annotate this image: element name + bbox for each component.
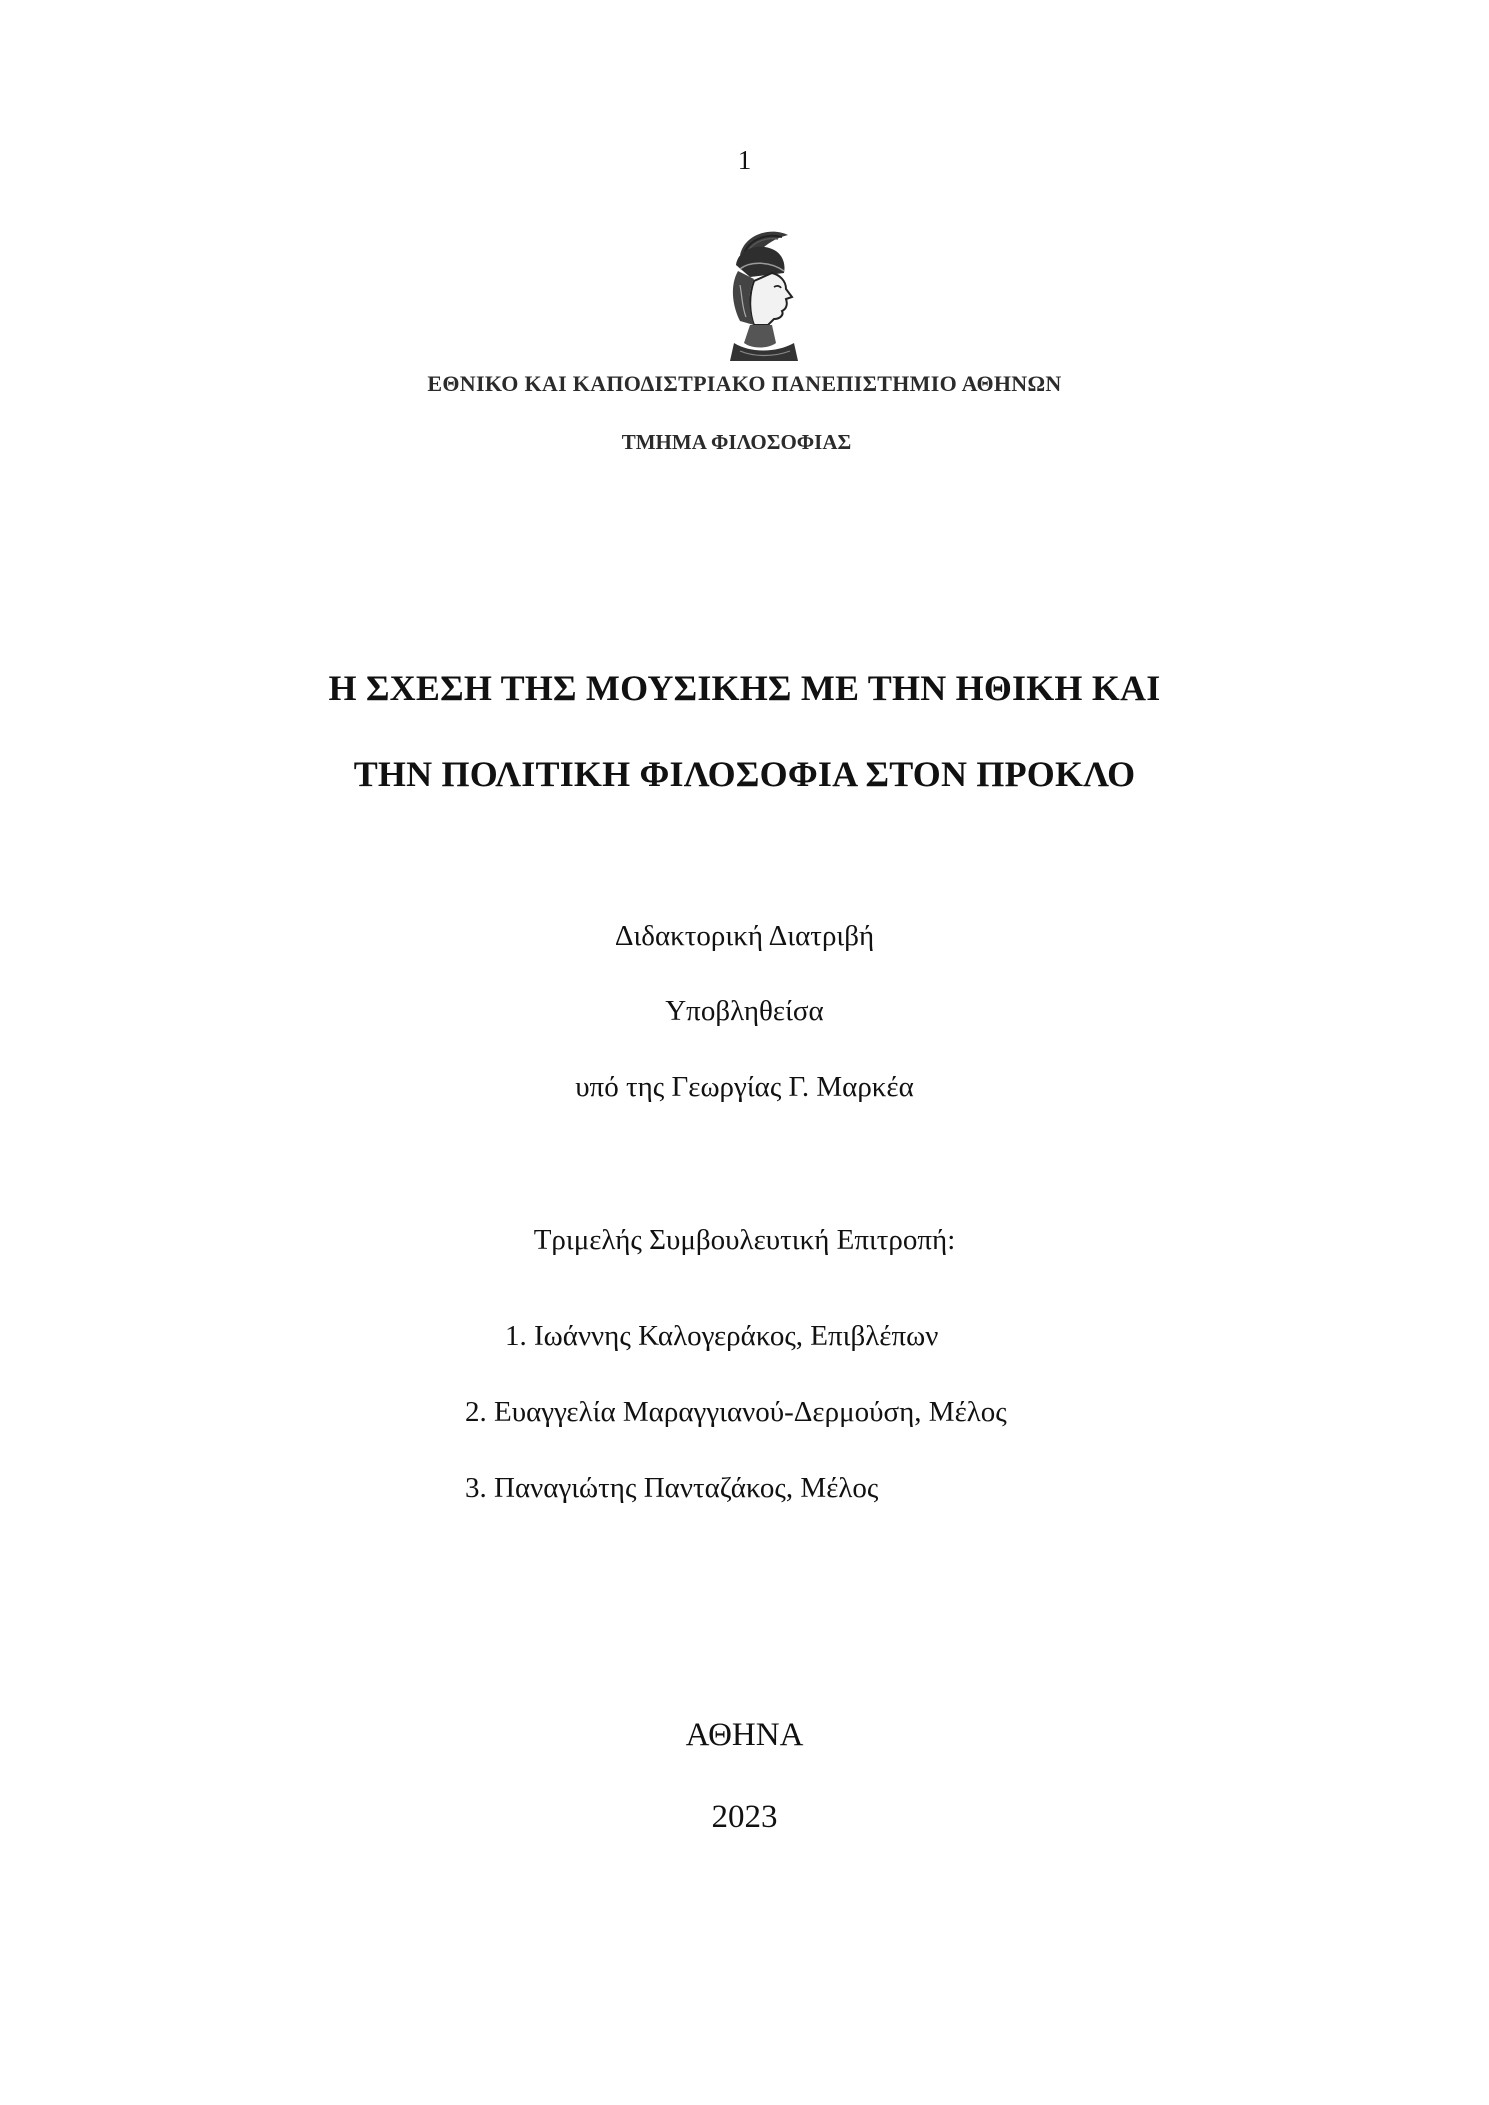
thesis-title-line-2: ΤΗΝ ΠΟΛΙΤΙΚΗ ΦΙΛΟΣΟΦΙΑ ΣΤΟΝ ΠΡΟΚΛΟ [353, 754, 1136, 794]
committee-member: 3. Παναγιώτης Πανταζάκος, Μέλος [465, 1472, 879, 1504]
committee-heading: Τριμελής Συμβουλευτική Επιτροπή: [533, 1224, 956, 1256]
department-name: ΤΜΗΜΑ ΦΙΛΟΣΟΦΙΑΣ [621, 430, 852, 454]
year: 2023 [711, 1799, 778, 1835]
author-line: υπό της Γεωργίας Γ. Μαρκέα [575, 1071, 914, 1103]
committee-member: 1. Ιωάννης Καλογεράκος, Επιβλέπων [505, 1320, 939, 1352]
athena-head-emblem-icon [710, 225, 820, 365]
committee-member: 2. Ευαγγελία Μαραγγιανού-Δερμούση, Μέλος [465, 1396, 1007, 1428]
thesis-type: Διδακτορική Διατριβή [614, 920, 875, 952]
submitted-label: Υποβληθείσα [665, 995, 824, 1027]
thesis-title-line-1: Η ΣΧΕΣΗ ΤΗΣ ΜΟΥΣΙΚΗΣ ΜΕ ΤΗΝ ΗΘΙΚΗ ΚΑΙ [328, 668, 1161, 708]
university-name: ΕΘΝΙΚΟ ΚΑΙ ΚΑΠΟΔΙΣΤΡΙΑΚΟ ΠΑΝΕΠΙΣΤΗΜΙΟ ΑΘΗΝΩΝ [427, 371, 1062, 396]
page-number: 1 [737, 145, 752, 175]
city: ΑΘΗΝΑ [685, 1717, 804, 1753]
